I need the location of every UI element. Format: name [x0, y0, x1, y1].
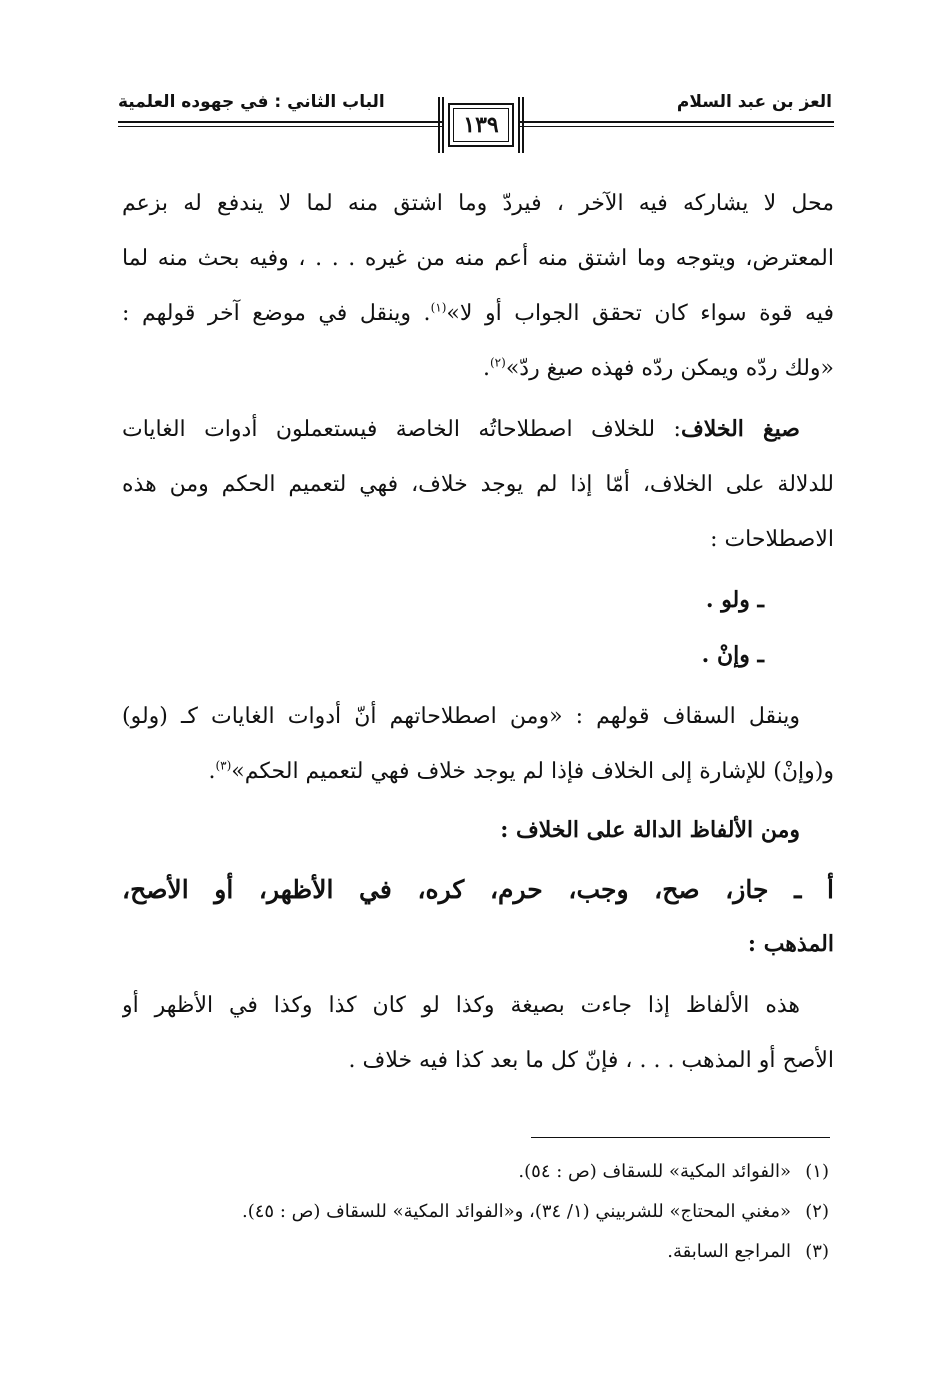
term-khilaf-formulas: صيغ الخلاف — [680, 416, 800, 442]
footnotes — [129, 1152, 829, 1272]
p3-line-2-tail: . — [208, 759, 216, 784]
page-number-box — [448, 103, 514, 147]
footnote-1-text: «الفوائد المكية» للسقاف (ص : ٥٤). — [518, 1161, 791, 1182]
paragraph-3-line-1: وينقل السقاف قولهم : «ومن اصطلاحاتهم أنّ أدوات الغايات كـ (ولو) — [122, 704, 800, 729]
footnote-3-text: المراجع السابقة. — [667, 1241, 791, 1262]
header-rule-right-thin — [518, 126, 834, 127]
paragraph-1-line-2: المعترض، ويتوجه وما اشتق منه أعم منه من غيره . . . ، وفيه بحث منه لما — [122, 246, 834, 271]
footnote-1 — [129, 1152, 829, 1192]
page-number: ١٣٩ — [463, 112, 499, 138]
body-text — [122, 176, 834, 1088]
frame-bar-left — [438, 97, 444, 153]
p1-line-4-tail: . — [482, 356, 490, 381]
footnote-ref-3[interactable]: (٣) — [215, 758, 232, 773]
list-item-wain: ـ وإنْ . — [701, 642, 764, 668]
p2-line-1-text: : للخلاف اصطلاحاتُه الخاصة فيستعملون أدوات الغايات — [122, 417, 681, 442]
paragraph-2-line-3: الاصطلاحات : — [710, 527, 834, 552]
p1-line-4-text: «ولك ردّه ويمكن ردّه فهذه صيغ ردّ» — [505, 356, 834, 381]
footnote-2 — [129, 1192, 829, 1232]
subheading-line-1: أ ـ جاز، صح، وجب، حرم، كره، في الأظهر، أو الأصح، — [122, 875, 834, 904]
footnote-separator — [531, 1137, 830, 1138]
paragraph-1-line-4 — [122, 341, 834, 396]
section-heading: ومن الألفاظ الدالة على الخلاف : — [500, 817, 800, 843]
subheading-line-2: المذهب : — [747, 931, 834, 957]
frame-bar-right — [518, 97, 524, 153]
footnote-1-mark: (١) — [805, 1161, 829, 1182]
footnote-2-mark: (٢) — [805, 1201, 829, 1222]
paragraph-2-line-1 — [122, 402, 834, 457]
footnote-3 — [129, 1232, 829, 1272]
footnote-3-mark: (٣) — [805, 1241, 829, 1262]
footnote-ref-2[interactable]: (٢) — [489, 355, 506, 370]
paragraph-3-line-2 — [122, 744, 834, 799]
header-rule-right-thick — [518, 121, 834, 123]
paragraph-4-line-2: الأصح أو المذهب . . . ، فإنّ كل ما بعد كذا فيه خلاف . — [348, 1048, 834, 1073]
paragraph-1-line-3 — [122, 286, 834, 341]
running-header-author: العز بن عبد السلام — [676, 92, 832, 112]
header-rule-left-thin — [118, 126, 444, 127]
page-number-frame — [438, 97, 524, 153]
running-header-chapter: الباب الثاني : في جهوده العلمية — [118, 92, 385, 112]
paragraph-1-line-1: محل لا يشاركه فيه الآخر ، فيردّ وما اشتق منه لما لا يندفع له بزعم — [122, 191, 834, 216]
paragraph-2-line-2: للدلالة على الخلاف، أمّا إذا لم يوجد خلاف، فهي لتعميم الحكم ومن هذه — [122, 472, 834, 497]
header-rule-left-thick — [118, 121, 444, 123]
footnote-2-text: «مغني المحتاج» للشربيني (١/ ٣٤)، و«الفوائد المكية» للسقاف (ص : ٤٥). — [242, 1201, 791, 1222]
footnote-ref-1[interactable]: (١) — [430, 300, 447, 315]
p1-line-3-text: فيه قوة سواء كان تحقق الجواب أو لا» — [446, 301, 834, 326]
list-item-walaw: ـ ولو . — [705, 587, 764, 613]
p1-line-3-tail: . وينقل في موضع آخر قولهم : — [122, 301, 431, 326]
paragraph-4-line-1: هذه الألفاظ إذا جاءت بصيغة وكذا لو كان كذا وكذا في الأظهر أو — [122, 993, 800, 1018]
p3-line-2-text: و(وإنْ) للإشارة إلى الخلاف فإذا لم يوجد خلاف فهي لتعميم الحكم» — [231, 759, 834, 784]
